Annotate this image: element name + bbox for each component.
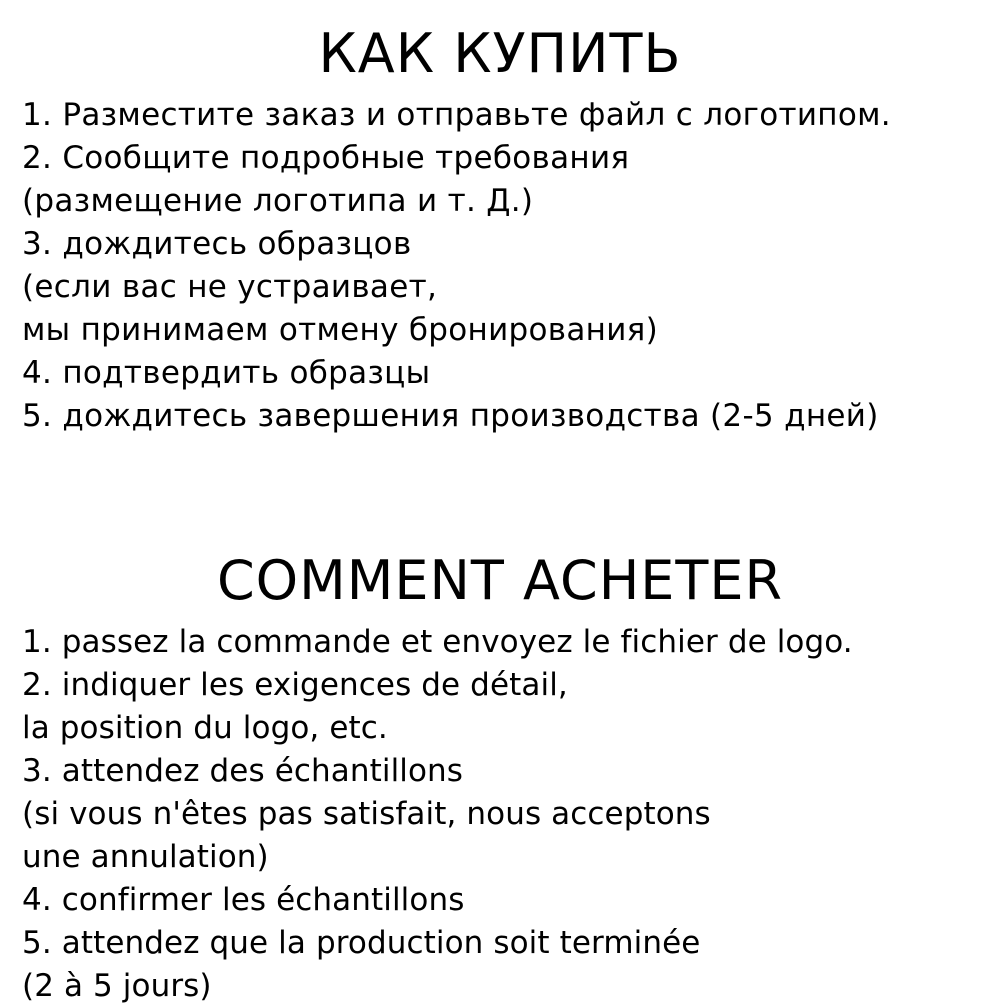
french-instructions bbox=[0, 541, 1000, 1008]
french-steps bbox=[0, 621, 1000, 1008]
russian-step-line: 1. Разместите заказ и отправьте файл с логотипом. bbox=[22, 97, 891, 133]
russian-step-line: 3. дождитесь образцов bbox=[22, 226, 412, 262]
russian-step-line: 2. Сообщите подробные требования bbox=[22, 140, 630, 176]
russian-step-line: 4. подтвердить образцы bbox=[22, 355, 431, 391]
russian-step-line: 5. дождитесь завершения производства (2-5 дней) bbox=[22, 398, 879, 434]
russian-heading: КАК КУПИТЬ bbox=[318, 22, 682, 85]
french-step-line: 1. passez la commande et envoyez le fichier de logo. bbox=[22, 624, 853, 660]
russian-steps bbox=[0, 94, 1000, 438]
french-step-line: 2. indiquer les exigences de détail, bbox=[22, 667, 568, 703]
french-step-line: (si vous n'êtes pas satisfait, nous acceptons bbox=[22, 796, 711, 832]
french-step-line: une annulation) bbox=[22, 839, 269, 875]
russian-step-line: мы принимаем отмену бронирования) bbox=[22, 312, 659, 348]
russian-instructions bbox=[0, 14, 1000, 438]
french-step-line: 4. confirmer les échantillons bbox=[22, 882, 465, 918]
russian-step-line: (если вас не устраивает, bbox=[22, 269, 438, 305]
french-step-line: 5. attendez que la production soit terminée bbox=[22, 925, 701, 961]
french-step-line: 3. attendez des échantillons bbox=[22, 753, 464, 789]
french-step-line: (2 à 5 jours) bbox=[22, 968, 212, 1004]
french-step-line: la position du logo, etc. bbox=[22, 710, 388, 746]
french-heading: COMMENT ACHETER bbox=[216, 549, 784, 612]
russian-step-line: (размещение логотипа и т. Д.) bbox=[22, 183, 534, 219]
